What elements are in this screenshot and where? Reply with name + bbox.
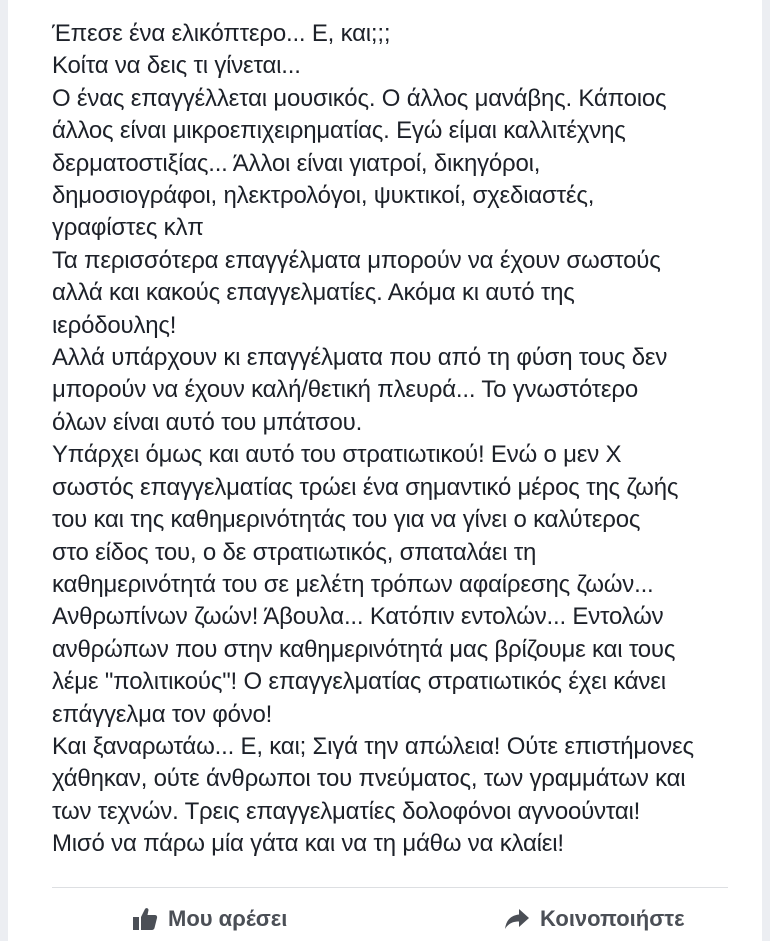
post-text-line: στο είδος του, ο δε στρατιωτικός, σπαταλάει τη xyxy=(52,538,537,566)
post-text-line: αλλά και κακούς επαγγελματίες. Ακόμα κι αυτό της xyxy=(52,279,575,307)
post-text-line: Κοίτα να δεις τι γίνεται... xyxy=(52,52,301,80)
post-text-line: Τα περισσότερα επαγγέλματα μπορούν να έχουν σωστούς xyxy=(52,246,661,274)
post-text-line: Έπεσε ένα ελικόπτερο... Ε, και;;; xyxy=(52,20,391,47)
post-text-line: άλλος είναι μικροεπιχειρηματίας. Εγώ είμαι καλλιτέχνης xyxy=(52,117,626,145)
post-text-line: Υπάρχει όμως και αυτό του στρατιωτικού! Ενώ ο μεν Χ xyxy=(52,441,622,469)
post-text-line: επάγγελμα τον φόνο! xyxy=(52,700,273,728)
post-text-line: χάθηκαν, ούτε άνθρωποι του πνεύματος, των γραμμάτων και xyxy=(52,765,686,793)
post-text-line: Ο ένας επαγγέλλεται μουσικός. Ο άλλος μανάβης. Κάποιος xyxy=(52,84,667,112)
post-text-line: όλων είναι αυτό του μπάτσου. xyxy=(52,408,363,436)
post-text-line: Αλλά υπάρχουν κι επαγγέλματα που από τη φύση τους δεν xyxy=(52,344,668,372)
post-text-line: ιερόδουλης! xyxy=(52,311,177,339)
like-button[interactable] xyxy=(132,906,287,932)
like-label: Μου αρέσει xyxy=(168,906,288,931)
post-text-line: Ανθρωπίνων ζωών! Άβουλα... Κατόπιν εντολών... Εντολών xyxy=(52,603,664,631)
post-text-line: μπορούν να έχουν καλή/θετική πλευρά... Το γνωστότερο xyxy=(52,376,639,404)
post-actions-bar xyxy=(8,900,762,941)
share-arrow-icon xyxy=(504,908,530,930)
post-text-line: λέμε "πολιτικούς"! Ο επαγγελματίας στρατιωτικός έχει κάνει xyxy=(52,668,666,696)
post-text-line: Μισό να πάρω μία γάτα και να τη μάθω να κλαίει! xyxy=(52,830,564,858)
post-text-line: των τεχνών. Τρεις επαγγελματίες δολοφόνοι αγνοούνται! xyxy=(52,797,641,825)
post-text-line: δερματοστιξίας... Άλλοι είναι γιατροί, δικηγόροι, xyxy=(52,149,541,177)
actions-divider xyxy=(52,887,728,888)
post-text-line: δημοσιογράφοι, ηλεκτρολόγοι, ψυκτικοί, σχεδιαστές, xyxy=(52,182,595,210)
post-text xyxy=(52,18,752,861)
post-text-line: σωστός επαγγελματίας τρώει ένα σημαντικό μέρος της ζωής xyxy=(52,473,679,501)
post-text-line: Και ξαναρωτάω... Ε, και; Σιγά την απώλεια! Ούτε επιστήμονες xyxy=(52,732,694,760)
post-text-line: του και της καθημερινότητάς του για να γίνει ο καλύτερος xyxy=(52,506,641,534)
share-button[interactable] xyxy=(504,906,685,932)
post-text-line: ανθρώπων που στην καθημερινότητά μας βρίζουμε και τους xyxy=(52,635,676,663)
thumbs-up-icon xyxy=(132,907,158,931)
share-label: Κοινοποιήστε xyxy=(540,906,685,931)
post-text-line: καθημερινότητά του σε μελέτη τρόπων αφαίρεσης ζωών... xyxy=(52,570,654,598)
post-text-line: γραφίστες κλπ xyxy=(52,214,204,242)
